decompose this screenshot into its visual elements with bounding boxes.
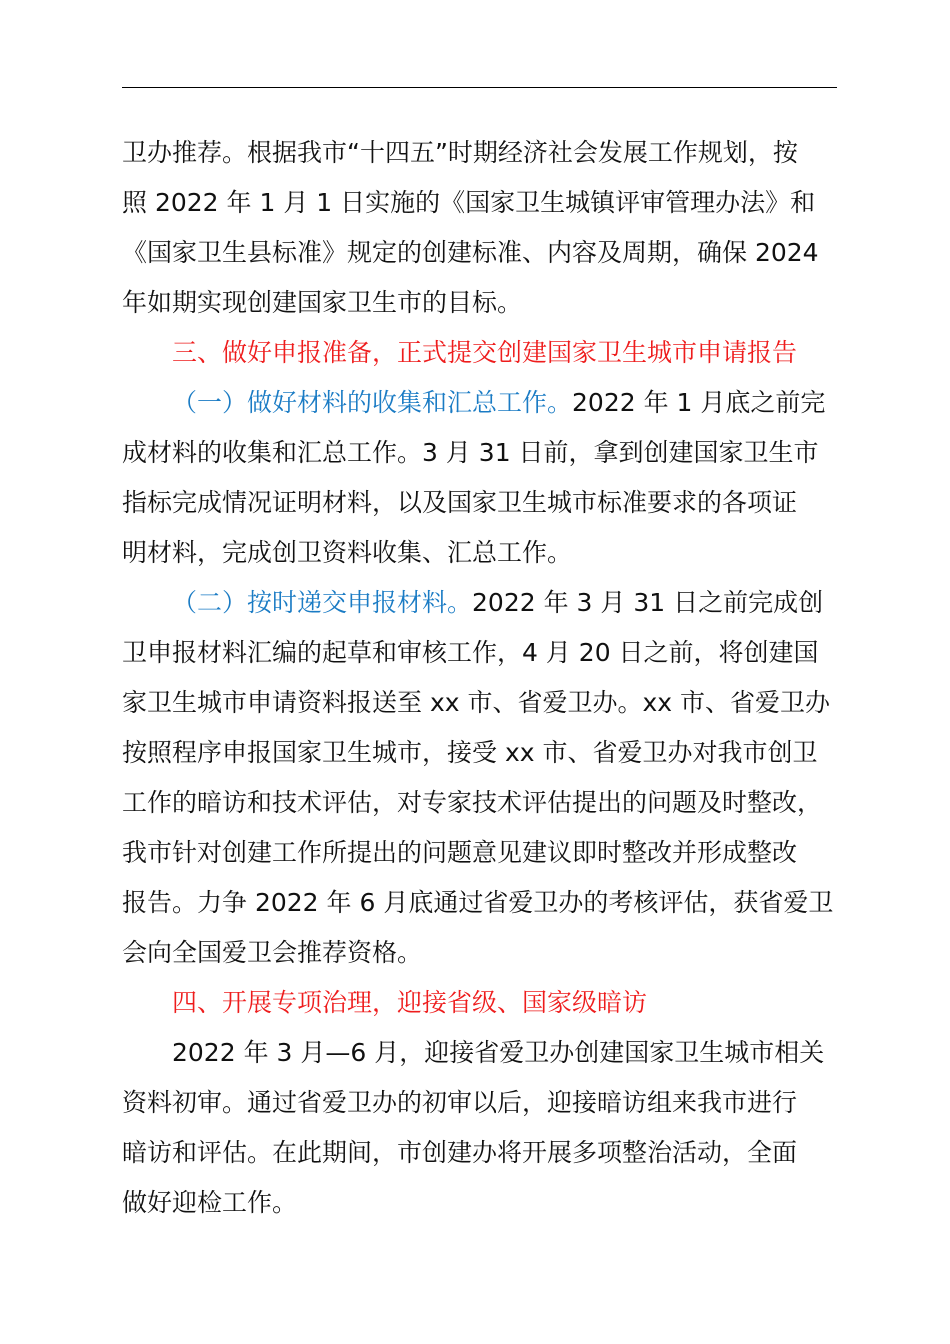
subsection-2-title: （二）按时递交申报材料。: [172, 588, 473, 617]
text-line: 明材料，完成创卫资料收集、汇总工作。: [122, 538, 573, 567]
paragraph-recommendation: [122, 128, 852, 328]
subsection-1-title: （一）做好材料的收集和汇总工作。: [172, 388, 573, 417]
subsection-2: [122, 578, 852, 978]
text-line: 报告。力争 2022 年 6 月底通过省爱卫办的考核评估，获省爱卫: [122, 888, 834, 917]
section-heading-3: 三、做好申报准备，正式提交创建国家卫生城市申请报告: [172, 338, 798, 367]
header-rule: [122, 87, 837, 88]
text-line: 成材料的收集和汇总工作。3 月 31 日前，拿到创建国家卫生市: [122, 438, 819, 467]
text-line: [122, 378, 852, 428]
text-line: 卫申报材料汇编的起草和审核工作，4 月 20 日之前，将创建国: [122, 638, 819, 667]
text-line: 《国家卫生县标准》规定的创建标准、内容及周期，确保 2024: [122, 238, 819, 267]
text-line: 做好迎检工作。: [122, 1188, 298, 1217]
text-line: 家卫生城市申请资料报送至 xx 市、省爱卫办。xx 市、省爱卫办: [122, 688, 831, 717]
paragraph-special-governance: [122, 1028, 852, 1228]
section-heading-4: 四、开展专项治理，迎接省级、国家级暗访: [172, 988, 648, 1017]
subsection-1: [122, 378, 852, 578]
document-body: [122, 128, 852, 1228]
subsection-1-lead-text: 2022 年 1 月底之前完: [572, 388, 826, 417]
text-line: 2022 年 3 月—6 月，迎接省爱卫办创建国家卫生城市相关: [172, 1038, 825, 1067]
subsection-2-lead-text: 2022 年 3 月 31 日之前完成创: [472, 588, 824, 617]
text-line: 暗访和评估。在此期间，市创建办将开展多项整治活动，全面: [122, 1138, 798, 1167]
text-line: 照 2022 年 1 月 1 日实施的《国家卫生城镇评审管理办法》和: [122, 188, 816, 217]
text-line: 我市针对创建工作所提出的问题意见建议即时整改并形成整改: [122, 838, 798, 867]
text-line: 按照程序申报国家卫生城市，接受 xx 市、省爱卫办对我市创卫: [122, 738, 818, 767]
text-line: 会向全国爱卫会推荐资格。: [122, 938, 423, 967]
text-line: 工作的暗访和技术评估，对专家技术评估提出的问题及时整改，: [122, 788, 823, 817]
text-line: 资料初审。通过省爱卫办的初审以后，迎接暗访组来我市进行: [122, 1088, 798, 1117]
text-line: 年如期实现创建国家卫生市的目标。: [122, 288, 523, 317]
text-line: 卫办推荐。根据我市“十四五”时期经济社会发展工作规划，按: [122, 138, 798, 167]
text-line: 指标完成情况证明材料，以及国家卫生城市标准要求的各项证: [122, 488, 798, 517]
text-line: [122, 578, 852, 628]
